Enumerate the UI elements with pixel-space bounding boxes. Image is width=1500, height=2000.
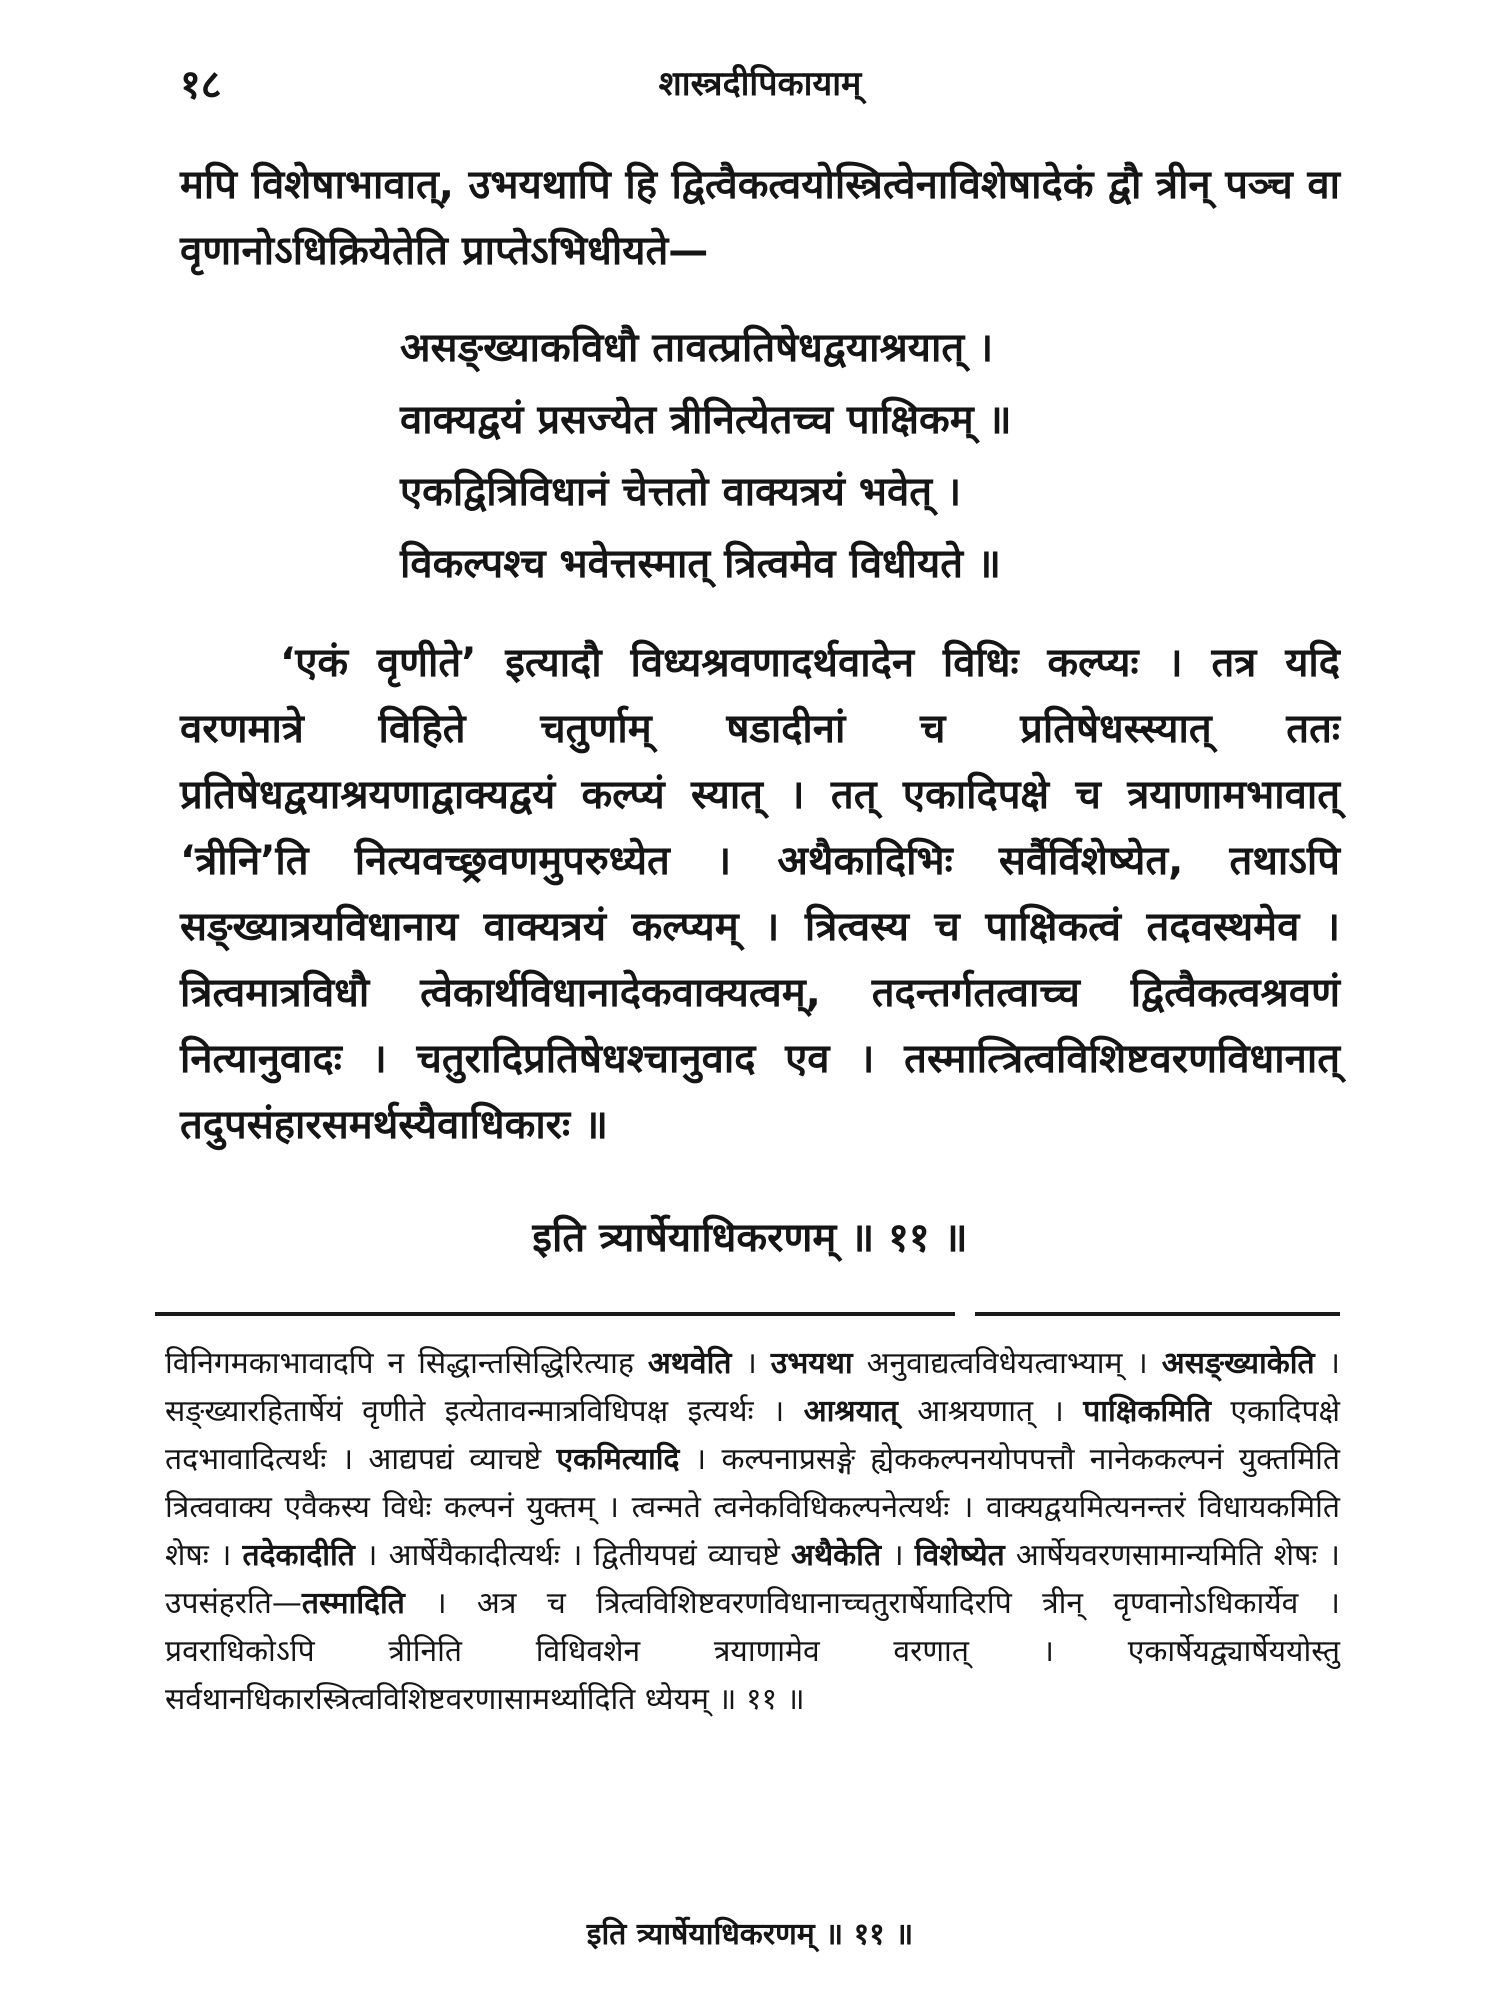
page-number: १८ bbox=[180, 62, 222, 108]
footnote-lemma: एकमित्यादि bbox=[556, 1442, 680, 1477]
verse-block bbox=[400, 312, 1140, 600]
verse-line: असङ्ख्याकविधौ तावत्प्रतिषेधद्वयाश्रयात् । bbox=[400, 325, 994, 371]
footnote-block bbox=[165, 1340, 1340, 1724]
footnote-lemma: अथैकेति bbox=[791, 1538, 882, 1573]
footnote-gloss: । अत्र च त्रित्वविशिष्टवरणविधानाच्चतुरार्षेयादिरपि त्रीन् वृण्वानोऽधिकार्येव । प्रवराधिकोऽपि त्रीनिति विधिवशेन त्रयाणामेव वरणात् । एकार्षेयद्व्यार्षेययोस्तु सर्वथानधिकारस्त्रित्वविशिष्टवरणासामर्थ्यादिति ध्येयम् ॥ ११ ॥ bbox=[165, 1586, 1340, 1717]
footnote-lemma: पाक्षिकमिति bbox=[1083, 1394, 1211, 1429]
footnote-gloss: । सङ्ख्यारहितार्षेयं वृणीते इत्येतावन्मात्रविधिपक्ष इत्यर्थः । bbox=[165, 1346, 1340, 1429]
verse-line: वाक्यद्वयं प्रसज्येत त्रीनित्येतच्च पाक्षिकम् ॥ bbox=[400, 397, 1012, 443]
footnote-gloss: आर्षेयवरणसामान्यमिति शेषः । उपसंहरति— bbox=[165, 1538, 1340, 1621]
running-head: शास्त्रदीपिकायाम् bbox=[658, 64, 862, 104]
footnote-lemma: विशेष्येत bbox=[914, 1538, 1005, 1573]
main-text bbox=[180, 152, 1340, 1158]
footnote-lemma: आश्रयात् bbox=[803, 1394, 898, 1429]
footnote-lemma: असङ्ख्याकेति bbox=[1161, 1346, 1315, 1381]
section-colophon: इति त्र्यार्षेयाधिकरणम् ॥ ११ ॥ bbox=[532, 1215, 968, 1261]
footnote-gloss: आश्रयणात् । bbox=[897, 1394, 1084, 1429]
page-header bbox=[180, 55, 1340, 115]
commentary-paragraph: ‘एकं वृणीते’ इत्यादौ विध्यश्रवणादर्थवादेन विधिः कल्प्यः । तत्र यदि वरणमात्रे विहिते चतुर्णाम् षडादीनां च प्रतिषेधस्स्यात् ततः प्रतिषेधद्वयाश्रयणाद्वाक्यद्वयं कल्प्यं स्यात् । तत् एकादिपक्षे च त्रयाणामभावात् ‘त्रीनि’ति नित्यवच्छ्रवणमुपरुध्येत । अथैकादिभिः सर्वैर्विशेष्येत, तथाऽपि सङ्ख्यात्रयविधानाय वाक्यत्रयं कल्प्यम् । त्रित्वस्य च पाक्षिकत्वं तदवस्थमेव । त्रित्वमात्रविधौ त्वेकार्थविधानादेकवाक्यत्वम्, तदन्तर्गतत्वाच्च द्वित्वैकत्वश्रवणं नित्यानुवादः । चतुरादिप्रतिषेधश्चानुवाद एव । तस्मात्त्रित्वविशिष्टवरणविधानात् तदुपसंहारसमर्थस्यैवाधिकारः ॥ bbox=[180, 640, 1340, 1148]
footnote-gloss: । कल्पनाप्रसङ्गे ह्येककल्पनयोपपत्तौ नानेककल्पनं युक्तमिति त्रित्ववाक्य एवैकस्य विधेः कल्पनं युक्तम् । त्वन्मते त्वनेकविधिकल्पनेत्यर्थः । वाक्यद्वयमित्यनन्तरं विधायकमिति शेषः । bbox=[165, 1442, 1340, 1573]
verse-line: विकल्पश्च भवेत्तस्मात् त्रित्वमेव विधीयते ॥ bbox=[400, 541, 1001, 587]
footnote-gloss: विनिगमकाभावादपि न सिद्धान्तसिद्धिरित्याह bbox=[165, 1346, 648, 1381]
footnote-lemma: अथवेति bbox=[647, 1346, 732, 1381]
intro-paragraph: मपि विशेषाभावात्, उभयथापि हि द्वित्वैकत्वयोस्त्रित्वेनाविशेषादेकं द्वौ त्रीन् पञ्च वा वृणानोऽधिक्रियेतेति प्राप्तेऽभिधीयते— bbox=[180, 162, 1340, 274]
footnote-gloss: । bbox=[731, 1346, 771, 1381]
footnote-divider-right bbox=[975, 1312, 1340, 1316]
footnote-lemma: उभयथा bbox=[770, 1346, 853, 1381]
footnote-lemma: तदेकादीति bbox=[242, 1538, 355, 1573]
footnote-lemma: तस्मादिति bbox=[301, 1586, 405, 1621]
footnote-gloss: । आर्षेयैकादीत्यर्थः । द्वितीयपद्यं व्याचष्टे bbox=[354, 1538, 792, 1573]
footnote-gloss: एकादिपक्षे तदभावादित्यर्थः । आद्यपद्यं व्याचष्टे bbox=[165, 1394, 1341, 1477]
footnote-colophon: इति त्र्यार्षेयाधिकरणम् ॥ ११ ॥ bbox=[586, 1917, 914, 1952]
verse-line: एकद्वित्रिविधानं चेत्ततो वाक्यत्रयं भवेत् । bbox=[400, 469, 962, 515]
footnote-gloss: । bbox=[881, 1538, 915, 1573]
footnote-text bbox=[165, 1340, 1340, 1724]
footnote-gloss: अनुवाद्यत्वविधेयत्वाभ्याम् । bbox=[852, 1346, 1162, 1381]
footnote-divider-left bbox=[155, 1312, 955, 1316]
